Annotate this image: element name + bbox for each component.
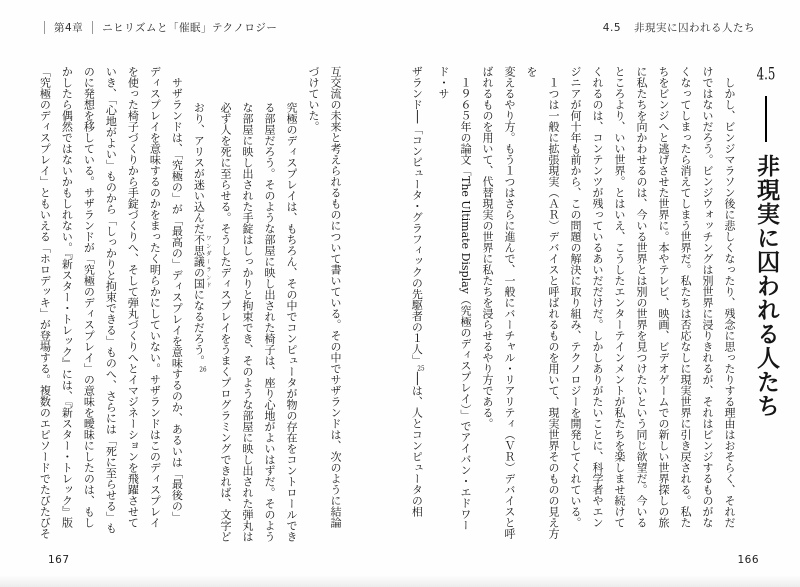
ruby-annotation: ワンダーランド [204,234,211,289]
ruby-wonderland [192,234,211,289]
section-title-head: 非現実に囚われる人たち [634,22,755,34]
body-line: サザランドは、「究極の」が「最高の」ディスプレイを意味するのか、あるいは「最後の」 [170,77,184,523]
chapter-title: ニヒリズムと「催眠」テクノロジー [102,22,278,34]
quote-line [187,102,214,546]
section-number-head: 4.5 [602,21,621,34]
page-number-left: 167 [48,554,70,566]
body-line: １９６５年の論文「The Ultimate Display（究極のディスプレイ）」でアイバン・エドワード・サ [437,66,472,531]
body-line: づけていた。 [307,66,320,132]
body-line: しかし、ビンジマラソン後に悲しくなったり、残念に思ったりする理由はおそらく、それだ [723,77,736,528]
body-line: 「究極のディスプレイ」ともいえる「ホロデッキ」が登場する。複数のエピソードでたびたびそ [38,66,52,539]
page-number-right: 166 [737,554,759,566]
quote-line: 究極のディスプレイは、もちろん、その中でコンピュータが物の存在をコントロールでき [285,102,298,542]
quote-line: る部屋だろう。そのような部屋に映し出された椅子は、座り心地がよいはずだ。そのよう [263,102,276,542]
left-page [34,66,346,546]
body-line: ジニアが何十年も前から、この問題の解決に取り組み、テクノロジーを開発してくれている。 [569,66,582,528]
running-head-rule [92,21,93,34]
body-line: くなってしまったら消えてしまう世界だ。私たちは否応なしに現実世界に引き戻される。私た [679,66,692,528]
body-line: いき、「心地がよい」ものから「しっかりと拘束できる」ものへ、さらには「死に至らせる」も [104,66,118,534]
body-line: に私たちを向かわせるのは、今いる世界とは別の世界を見つけたいという同じ欲望だ。今いる [635,66,648,528]
body-line: のに発想を移している。サザランドが「究極のディスプレイ」の意味を曖昧にしたのは、もし [82,66,96,528]
body-text: ザランド──「コンピュータ・グラフィックの先駆者の１人」 [410,66,424,366]
section-title-dash [765,96,767,142]
right-page [410,66,780,546]
section-title-text: 非現実に囚われる人たち [753,154,780,418]
body-line: ところより、いい世界。とはいえ、こうしたエンターテインメントが私たちを楽しませ続けて [613,66,626,528]
body-line: ちをビンジへと逃げさせた世界に。本やテレビ、映画、ビデオゲームでの新しい世界探しの旅 [657,66,670,528]
body-line [405,66,432,546]
footnote-marker-26: 26 [199,366,207,373]
body-line: 互交流の未来と考えられるものについて書いている。その中でサザランドは、次のように結論 [329,66,342,528]
page-edge-shadow [0,575,800,587]
body-line: 変えるやり方。もう１つはさらに進んで、一般にバーチャル・リアリティ（ＶＲ）デバイスと呼 [503,66,516,539]
body-line: を使った椅子づくりから手錠づくりへ、そして弾丸づくりへとイマジネーションを飛躍させて [126,66,140,528]
body-line: かしたら偶然ではないかもしれない。『新スター・トレック』には、『新スター・トレック』版 [60,66,74,528]
section-title [753,66,780,546]
ruby-base: 不思議の国 [192,234,206,289]
body-line: くれるのは、コンテンツが残っているあいだだけだ。しかしありがたいことに、科学者やエン [591,66,604,528]
running-head-rule [44,21,45,34]
body-line: ばれるものを用いて、代替現実の世界に私たちを浸らせるやり方である。 [481,66,494,429]
footnote-marker-25: 25 [417,365,425,372]
quote-line: 必ず人を死に至らせる。そうしたディスプレイをうまくプログラミングできれば、文字ど [219,102,232,542]
quote-text: おり、アリスが迷い込んだ [192,102,206,234]
body-line: けではないだろう。ビンジウォッチングは別世界に浸りきれるが、それはビンジするものがな [701,66,714,528]
running-head-chapter [44,20,277,35]
body-line: １つは一般に拡張現実（ＡＲ）デバイスと呼ばれるものを用いて、現実世界そのものの見え方を [525,66,560,539]
quote-text: になるだろう。 [192,289,206,366]
body-text: ──は、人とコンピュータの相 [410,371,424,517]
running-head-section [603,20,755,35]
chapter-number: 第4章 [54,22,84,34]
quote-line: な部屋に映し出された手錠はしっかりと拘束でき、そのような部屋に映し出された弾丸は [241,102,254,542]
section-title-number: 4.5 [756,66,776,83]
body-line: ディスプレイを意味するのかをまったく明らかにしていない。サザランドはこのディスプレイ [148,66,162,528]
block-quote [187,66,302,546]
